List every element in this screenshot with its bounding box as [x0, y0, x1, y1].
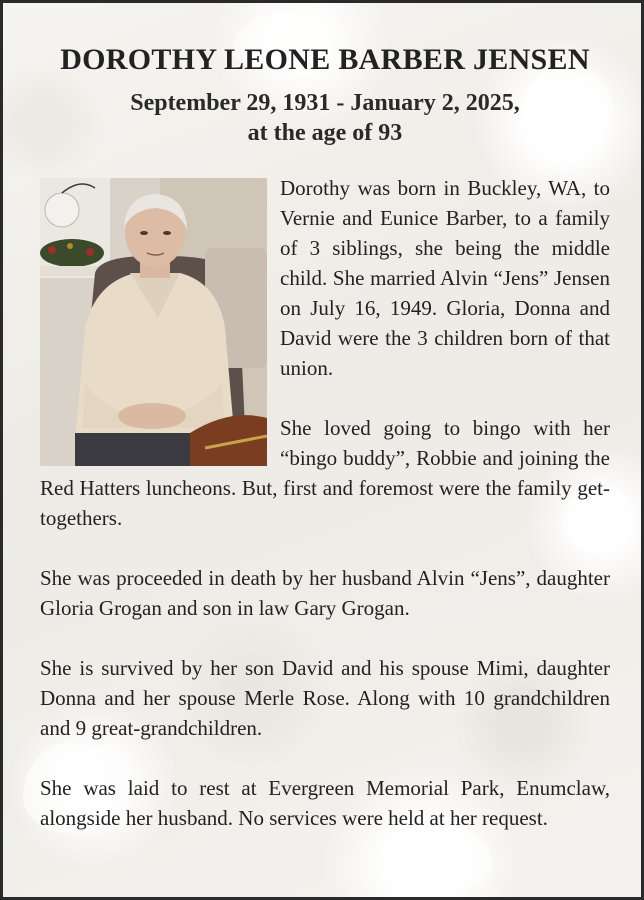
deceased-name: DOROTHY LEONE BARBER JENSEN [60, 43, 590, 76]
paragraph-survived-by: She is survived by her son David and his spouse Mimi, daughter Donna and her spouse Merle Rose. Along with 10 grandchildren and 9 great-grandchildren. [40, 656, 610, 740]
photo-wrap-spacer [40, 173, 280, 473]
age-at-death: at the age of 93 [247, 120, 403, 146]
paragraph-burial: She was laid to rest at Evergreen Memorial Park, Enumclaw, alongside her husband. No services were held at her request. [40, 776, 610, 830]
life-dates [3, 88, 644, 148]
date-range: September 29, 1931 - January 2, 2025, [130, 90, 520, 116]
paragraph-preceded-in-death: She was proceeded in death by her husband Alvin “Jens”, daughter Gloria Grogan and son in law Gary Grogan. [40, 566, 610, 620]
paragraph-interests: She loved going to bingo with her “bingo buddy”, Robbie and joining the Red Hatters luncheons. But, first and foremost were the family get-togethers. [40, 416, 610, 530]
obituary-body [40, 173, 610, 863]
paragraph-birth-marriage: Dorothy was born in Buckley, WA, to Vernie and Eunice Barber, to a family of 3 siblings, she being the middle child. She married Alvin “Jens” Jensen on July 16, 1949. Gloria, Donna and David were the 3 children born of that union. [280, 176, 610, 380]
